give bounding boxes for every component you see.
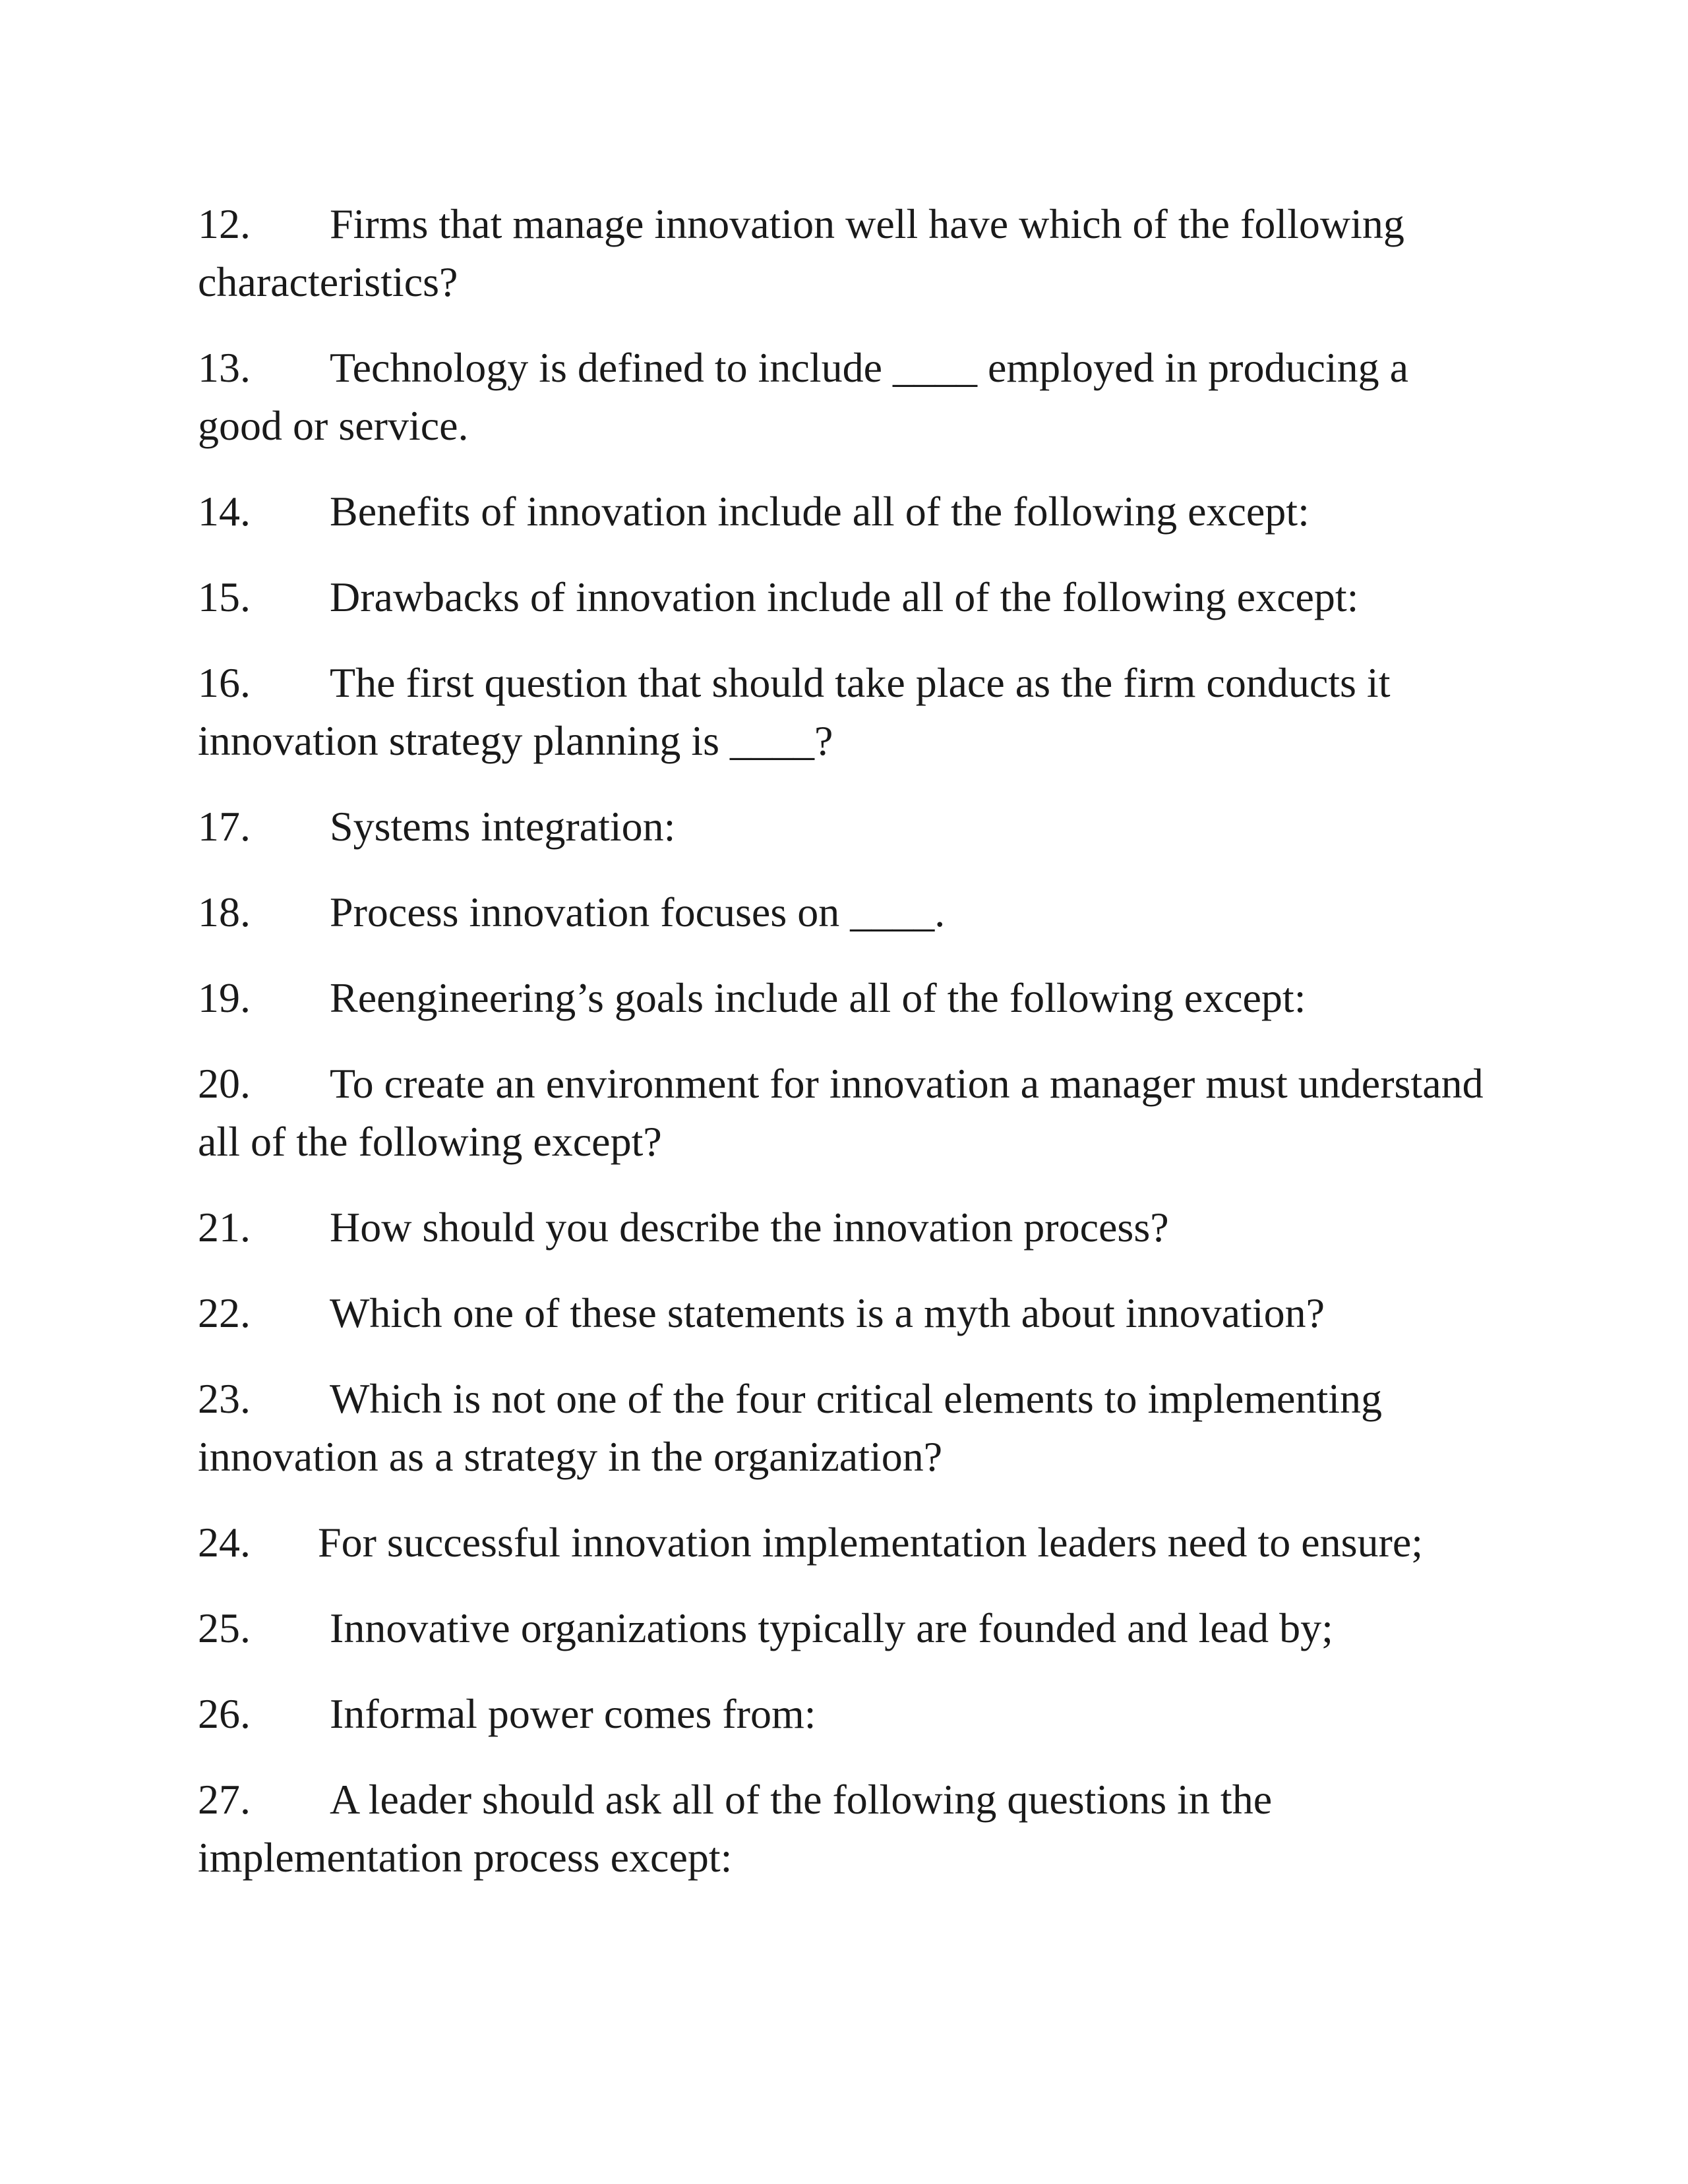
question-number: 17. bbox=[198, 803, 251, 850]
question-number: 27. bbox=[198, 1776, 251, 1823]
question-item bbox=[198, 1284, 1490, 1342]
question-text: Reengineering’s goals include all of the following except: bbox=[330, 974, 1306, 1021]
question-number: 26. bbox=[198, 1690, 251, 1737]
question-number: 25. bbox=[198, 1605, 251, 1651]
question-text: A leader should ask all of the following questions in the implementation process except: bbox=[198, 1776, 1273, 1881]
question-text: The first question that should take place as the firm conducts it innovation strategy planning is ____? bbox=[198, 659, 1391, 764]
question-item bbox=[198, 1198, 1490, 1256]
question-item bbox=[198, 1685, 1490, 1743]
question-text: Drawbacks of innovation include all of the following except: bbox=[330, 574, 1359, 620]
question-number: 18. bbox=[198, 889, 251, 935]
question-number: 20. bbox=[198, 1060, 251, 1107]
question-number: 21. bbox=[198, 1204, 251, 1251]
question-text: Innovative organizations typically are founded and lead by; bbox=[330, 1605, 1333, 1651]
question-number: 22. bbox=[198, 1289, 251, 1336]
question-item bbox=[198, 195, 1490, 311]
question-text: Systems integration: bbox=[330, 803, 676, 850]
question-item bbox=[198, 1771, 1490, 1887]
question-number: 15. bbox=[198, 574, 251, 620]
question-number: 23. bbox=[198, 1375, 251, 1422]
question-item bbox=[198, 969, 1490, 1027]
question-item bbox=[198, 1514, 1490, 1572]
question-item bbox=[198, 654, 1490, 770]
question-item bbox=[198, 883, 1490, 941]
question-text: Process innovation focuses on ____. bbox=[330, 889, 946, 935]
question-text: How should you describe the innovation process? bbox=[330, 1204, 1169, 1251]
question-number: 16. bbox=[198, 659, 251, 706]
question-number: 24. bbox=[198, 1519, 251, 1566]
question-number: 13. bbox=[198, 344, 251, 391]
question-list bbox=[198, 195, 1490, 1914]
question-number: 14. bbox=[198, 488, 251, 535]
question-text: Informal power comes from: bbox=[330, 1690, 816, 1737]
question-number: 19. bbox=[198, 974, 251, 1021]
question-item bbox=[198, 1599, 1490, 1657]
question-text: Benefits of innovation include all of the following except: bbox=[330, 488, 1310, 535]
question-item bbox=[198, 339, 1490, 455]
question-text: Firms that manage innovation well have which of the following characteristics? bbox=[198, 200, 1404, 305]
question-number: 12. bbox=[198, 200, 251, 247]
question-text: Which one of these statements is a myth about innovation? bbox=[330, 1289, 1325, 1336]
question-item bbox=[198, 483, 1490, 541]
question-item bbox=[198, 798, 1490, 856]
question-text: To create an environment for innovation a manager must understand all of the following except? bbox=[198, 1060, 1484, 1165]
question-item bbox=[198, 1055, 1490, 1171]
question-item bbox=[198, 1370, 1490, 1486]
question-text: Which is not one of the four critical elements to implementing innovation as a strategy in the organization? bbox=[198, 1375, 1382, 1480]
question-text: For successful innovation implementation leaders need to ensure; bbox=[318, 1519, 1423, 1566]
question-item bbox=[198, 568, 1490, 626]
question-text: Technology is defined to include ____ employed in producing a good or service. bbox=[198, 344, 1409, 449]
